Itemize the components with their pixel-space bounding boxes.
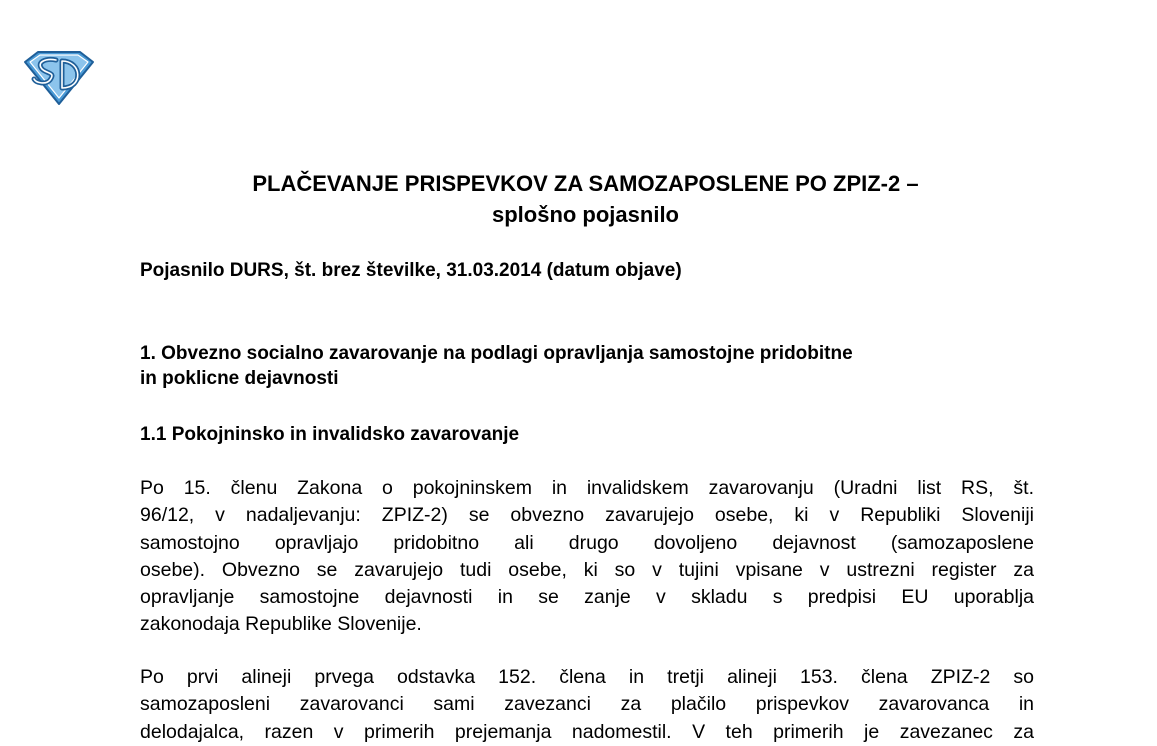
paragraph-line: zakonodaja Republike Slovenije. bbox=[140, 613, 422, 636]
document-title-line-1: PLAČEVANJE PRISPEVKOV ZA SAMOZAPOSLENE PO ZPIZ-2 – bbox=[252, 171, 919, 196]
paragraph-line: samozaposleni zavarovanci sami zavezanci za plačilo prispevkov zavarovanca in bbox=[140, 693, 1034, 716]
body-paragraph-1 bbox=[140, 475, 1034, 639]
section-1-heading-line-2: in poklicne dejavnosti bbox=[140, 368, 339, 389]
paragraph-line: opravljanje samostojne dejavnosti in se zanje v skladu s predpisi EU uporablja bbox=[140, 586, 1034, 609]
section-1-heading bbox=[140, 341, 1034, 391]
document-title-line-2: splošno pojasnilo bbox=[491, 202, 679, 227]
paragraph-line: samostojno opravljajo pridobitno ali drugo dovoljeno dejavnost (samozaposlene bbox=[140, 531, 1034, 554]
paragraph-line: delodajalca, razen v primerih prejemanja nadomestil. V teh primerih je zavezanec za bbox=[140, 720, 1034, 743]
paragraph-line: osebe). Obvezno se zavarujejo tudi osebe, ki so v tujini vpisane v ustrezni register za bbox=[140, 558, 1034, 581]
paragraph-line: Po prvi alineji prvega odstavka 152. člena in tretji alineji 153. člena ZPIZ-2 so bbox=[140, 666, 1034, 688]
company-logo bbox=[22, 50, 96, 106]
section-1-heading-line-1: 1. Obvezno socialno zavarovanje na podlagi opravljanja samostojne pridobitne bbox=[140, 343, 853, 364]
source-reference: Pojasnilo DURS, št. brez številke, 31.03.2014 (datum objave) bbox=[140, 260, 682, 281]
subsection-1-1-heading: 1.1 Pokojninsko in invalidsko zavarovanje bbox=[140, 424, 520, 445]
document-title bbox=[100, 168, 1071, 230]
paragraph-line: 96/12, v nadaljevanju: ZPIZ-2) se obvezno zavarujejo osebe, ki v Republiki Sloveniji bbox=[140, 504, 1034, 527]
sd-shield-logo-icon bbox=[22, 50, 96, 106]
paragraph-line: Po 15. členu Zakona o pokojninskem in invalidskem zavarovanju (Uradni list RS, št. bbox=[140, 477, 1034, 499]
body-paragraph-2 bbox=[140, 664, 1034, 746]
